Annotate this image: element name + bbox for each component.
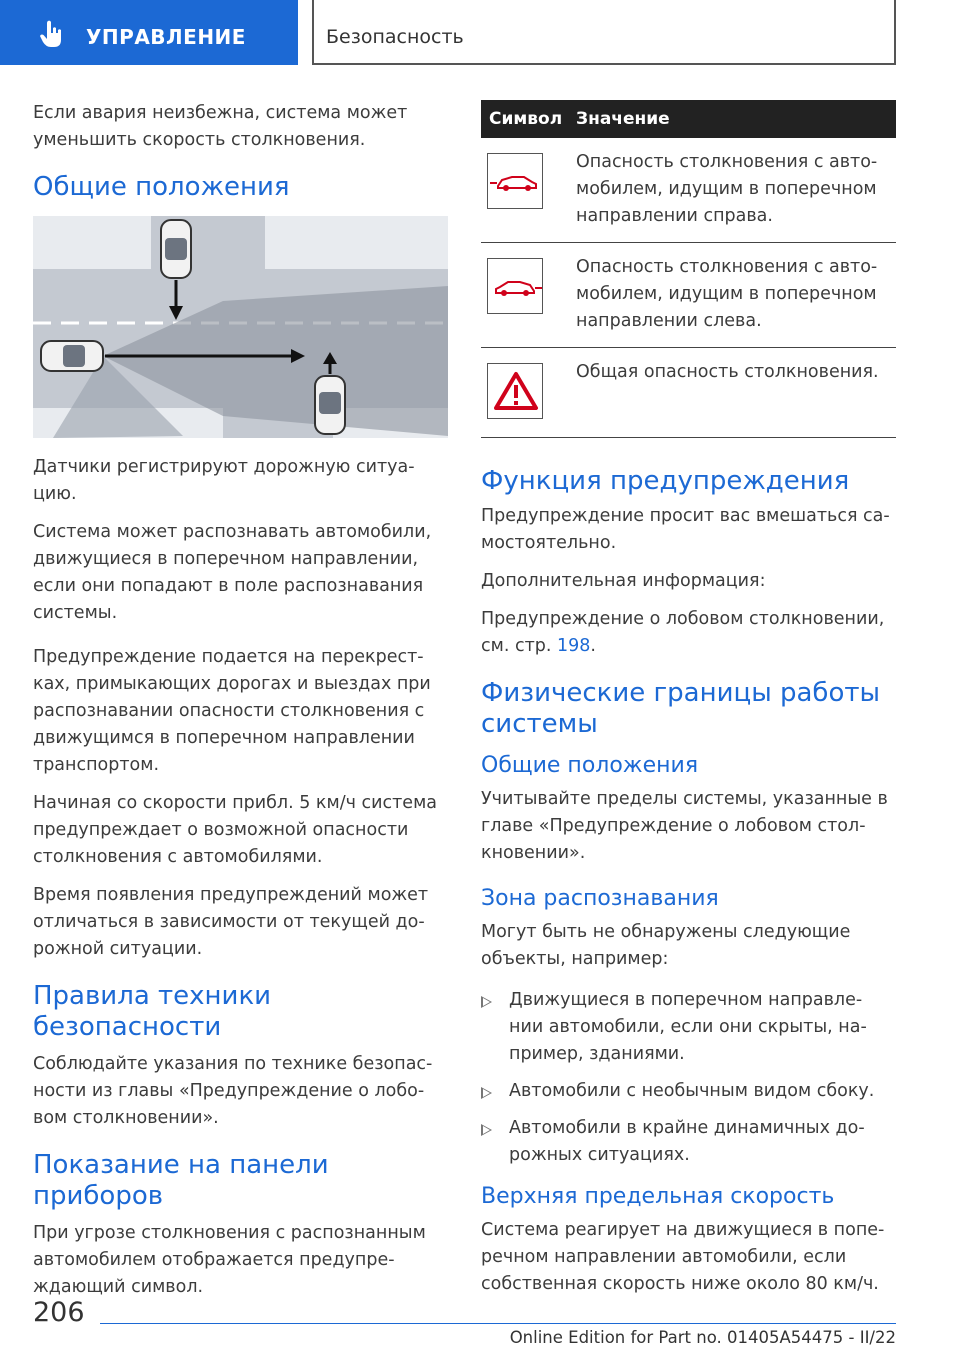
heading-function: Функция предупреждения <box>481 466 850 496</box>
paragraph-speed-threshold: Начиная со скорости прибл. 5 км/ч система предупреждает о возможной опасности столкновения с автомобилями. <box>33 793 438 867</box>
page-number: 206 <box>33 1297 85 1328</box>
paragraph-reference: Предупреждение о лобовом столкновении, см. стр. 198. <box>481 609 885 656</box>
bullet-triangle-icon <box>481 1087 492 1099</box>
table-row <box>481 138 896 243</box>
paragraph-warning-locations: Предупреждение подается на перекрест‐ках, примыкающих дорогах и выездах при распознавании опасности столкновения с движущимся в поперечном направлении транспортом. <box>33 647 431 775</box>
table-row <box>481 243 896 348</box>
paragraph-intervene: Предупреждение просит вас вмешаться са‐мостоятельно. <box>481 506 890 553</box>
list-item: Движущиеся в поперечном направле‐нии автомобили, если они скрыты, на‐пример, зданиями. <box>481 987 896 1068</box>
chapter-tab[interactable] <box>0 0 298 65</box>
section-title: Безопасность <box>326 26 464 48</box>
table-header <box>481 100 896 138</box>
hand-pointer-icon <box>36 18 68 50</box>
car-right-icon <box>487 153 543 209</box>
undetected-objects-list <box>481 987 896 1169</box>
heading-zone: Зона распознавания <box>481 886 719 911</box>
heading-speed: Верхняя предельная скорость <box>481 1184 835 1209</box>
heading-safety: Правила техники безопасности <box>33 981 272 1042</box>
right-column <box>481 100 896 1309</box>
paragraph-safety: Соблюдайте указания по технике безопас‐ности из главы «Предупреждение о лобо‐вом столкновении». <box>33 1054 433 1128</box>
edition-text: Online Edition for Part no. 01405A54475 - II/22 <box>509 1328 896 1347</box>
page-reference-link[interactable]: 198 <box>557 636 591 656</box>
left-column <box>33 100 451 1312</box>
heading-general: Общие положения <box>33 172 290 202</box>
footer-divider <box>100 1323 896 1324</box>
row-description: Опасность столкновения с авто‐мобилем, идущим в поперечном направлении справа. <box>576 152 878 226</box>
list-item: Автомобили в крайне динамичных до‐рожных ситуациях. <box>481 1115 896 1169</box>
paragraph-sensors: Датчики регистрируют дорожную ситуа‐цию. <box>33 457 415 504</box>
heading-limits-general: Общие положения <box>481 753 699 778</box>
table-row <box>481 348 896 438</box>
heading-limits: Физические границы работы системы <box>481 678 881 739</box>
section-header-divider <box>312 0 314 65</box>
row-description: Опасность столкновения с авто‐мобилем, идущим в поперечном направлении слева. <box>576 257 878 331</box>
header-symbol: Символ <box>489 109 563 129</box>
symbol-table <box>481 100 896 438</box>
row-description: Общая опасность столкновения. <box>576 362 879 382</box>
bullet-triangle-icon <box>481 1124 492 1136</box>
paragraph-limits: Учитывайте пределы системы, указанные в главе «Предупреждение о лобовом стол‐кновении». <box>481 789 888 863</box>
cross-traffic-illustration <box>33 216 448 438</box>
paragraph-display: При угрозе столкновения с распознанным автомобилем отображается предупре‐ждающий символ. <box>33 1223 426 1297</box>
warning-triangle-icon <box>487 363 543 419</box>
paragraph-timing: Время появления предупреждений может отличаться в зависимости от текущей до‐рожной ситуации. <box>33 885 429 959</box>
car-left-icon <box>487 258 543 314</box>
heading-display: Показание на панели приборов <box>33 1150 329 1211</box>
paragraph-detection: Система может распознавать автомобили, движущиеся в поперечном направлении, если они попадают в поле распознавания системы. <box>33 522 432 623</box>
paragraph-zone: Могут быть не обнаружены следующие объекты, например: <box>481 922 851 969</box>
intro-paragraph: Если авария неизбежна, система может уменьшить скорость столкновения. <box>33 103 408 150</box>
paragraph-speed: Система реагирует на движущиеся в попе‐речном направлении автомобили, если собственная скорость ниже около 80 км/ч. <box>481 1220 885 1294</box>
list-item: Автомобили с необычным видом сбоку. <box>481 1078 896 1105</box>
header-meaning: Значение <box>576 109 670 129</box>
paragraph-additional: Дополнительная информация: <box>481 571 766 591</box>
bullet-triangle-icon <box>481 996 492 1008</box>
chapter-title: УПРАВЛЕНИЕ <box>86 25 246 49</box>
